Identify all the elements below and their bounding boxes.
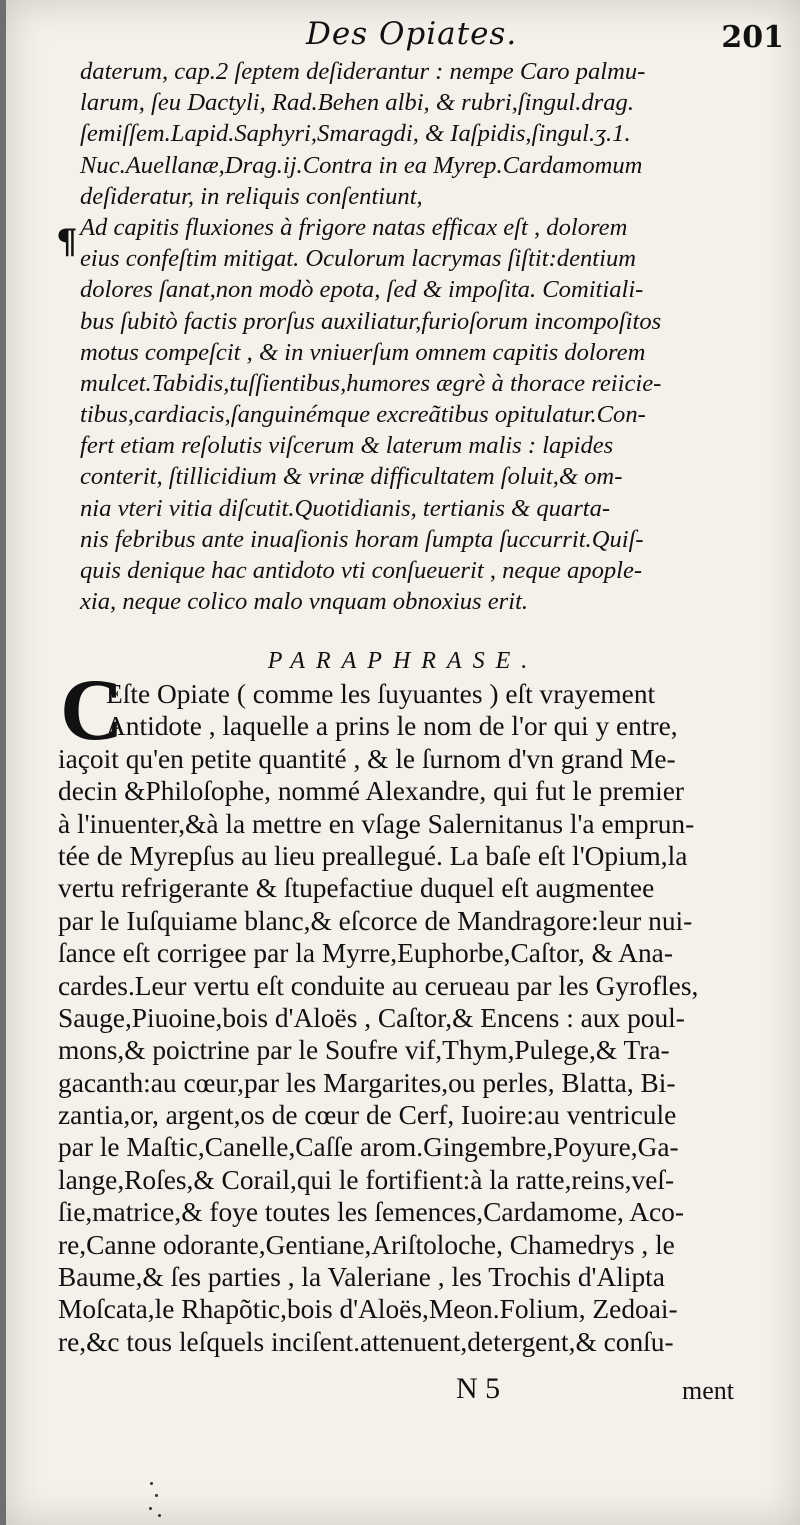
text-line: deſideratur, in reliquis conſentiunt, (80, 182, 423, 210)
text-line: tée de Myrepſus au lieu preallegué. La baſe eſt l'Opium,la (58, 840, 688, 871)
text-line: daterum, cap.2 ſeptem deſiderantur : nempe Caro palmu- (80, 58, 646, 85)
text-line: par le Iuſquiame blanc,& eſcorce de Mandragore:leur nui- (58, 905, 693, 936)
page-header (6, 14, 800, 54)
text-line: re,&c tous leſquels inciſent.attenuent,detergent,& conſu- (58, 1326, 674, 1357)
text-line: mons,& poictrine par le Soufre vif,Thym,Pulege,& Tra- (58, 1035, 670, 1066)
catchword: ment (682, 1376, 734, 1405)
text-line: ſemiſſem.Lapid.Saphyri,Smaragdi, & Iaſpidis,ſingul.ʒ.1. (80, 120, 631, 148)
text-line: eius confeſtim mitigat. Oculorum lacrymas ſiſtit:dentium (80, 245, 637, 273)
text-line: bus ſubitò factis prorſus auxiliatur,furioſorum incompoſitos (80, 307, 662, 335)
text-line: fert etiam reſolutis viſcerum & laterum malis : lapides (80, 432, 614, 460)
text-line: cardes.Leur vertu eſt conduite au cerueau par les Gyrofles, (58, 970, 699, 1001)
text-line: larum, ſeu Dactyli, Rad.Behen albi, & rubri,ſingul.drag. (80, 89, 634, 117)
text-line: zantia,or, argent,os de cœur de Cerf, Iuoire:au ventricule (58, 1100, 677, 1131)
ink-specks (146, 1480, 166, 1520)
text-line: ſance eſt corrigee par la Myrre,Euphorbe,Caſtor, & Ana- (58, 938, 673, 969)
text-line: Sauge,Piuoine,bois d'Aloës , Caſtor,& Encens : aux poul- (58, 1002, 685, 1033)
text-line: motus compeſcit , & in vniuerſum omnem capitis dolorem (80, 338, 646, 366)
text-line: mulcet.Tabidis,tuſſientibus,humores ægrè à thorace reiicie- (80, 369, 662, 397)
text-line: dolores ſanat,non modò epota, ſed & impoſita. Comitiali- (80, 276, 644, 304)
text-line: Baume,& ſes parties , la Valeriane , les Trochis d'Alipta (58, 1262, 665, 1293)
text-line: conterit, ſtillicidium & vrinæ difficultatem ſoluit,& om- (80, 463, 623, 491)
book-page (6, 0, 800, 1525)
text-line: re,Canne odorante,Gentiane,Ariſtoloche, Chamedrys , le (58, 1229, 675, 1260)
french-text-block (58, 678, 778, 1358)
text-line: xia, neque colico malo vnquam obnoxius erit. (80, 588, 529, 616)
text-line: iaçoit qu'en petite quantité , & le ſurnom d'vn grand Me- (58, 743, 676, 774)
pilcrow-mark: ¶ (56, 222, 78, 262)
running-head: Des Opiates. (306, 16, 518, 52)
text-line: Nuc.Auellanæ,Drag.ij.Contra in ea Myrep.Cardamomum (80, 151, 643, 179)
text-line: nis febribus ante inuaſionis horam ſumpta ſuccurrit.Quiſ- (80, 525, 644, 553)
text-line: ſie,matrice,& foye toutes les ſemences,Cardamome, Aco- (58, 1197, 684, 1228)
text-line: decin &Philoſophe, nommé Alexandre, qui fut le premier (58, 776, 685, 807)
text-line: par le Maſtic,Canelle,Caſſe arom.Gingembre,Poyure,Ga- (58, 1132, 679, 1163)
text-line: Ad capitis fluxiones à frigore natas efficax eſt , dolorem (80, 213, 628, 241)
latin-text-block (80, 56, 780, 617)
section-title: PARAPHRASE. (267, 648, 539, 674)
text-line: Eſte Opiate ( comme les ſuyuantes ) eſt vrayement (106, 679, 656, 709)
text-line: gacanth:au cœur,par les Margarites,ou perles, Blatta, Bi- (58, 1067, 676, 1098)
signature-mark: N 5 (456, 1372, 501, 1405)
drop-capital: C (60, 662, 124, 759)
text-line: tibus,cardiacis,ſanguinémque excreãtibus opitulatur.Con- (80, 401, 646, 429)
text-line: quis denique hac antidoto vti conſueuerit , neque apople- (80, 557, 643, 584)
text-line: Moſcata,le Rhapõtic,bois d'Aloës,Meon.Folium, Zedoai- (58, 1294, 678, 1325)
text-line: à l'inuenter,&à la mettre en vſage Salernitanus l'a emprun- (58, 808, 695, 839)
text-line: Antidote , laquelle a prins le nom de l'or qui y entre, (106, 711, 678, 742)
text-line: lange,Roſes,& Corail,qui le fortifient:à la ratte,reins,veſ- (58, 1164, 675, 1195)
page-number: 201 (721, 20, 784, 55)
text-line: vertu refrigerante & ſtupefactiue duquel eſt augmentee (58, 873, 655, 904)
text-line: nia vteri vitia diſcutit.Quotidianis, tertianis & quarta- (80, 494, 611, 522)
